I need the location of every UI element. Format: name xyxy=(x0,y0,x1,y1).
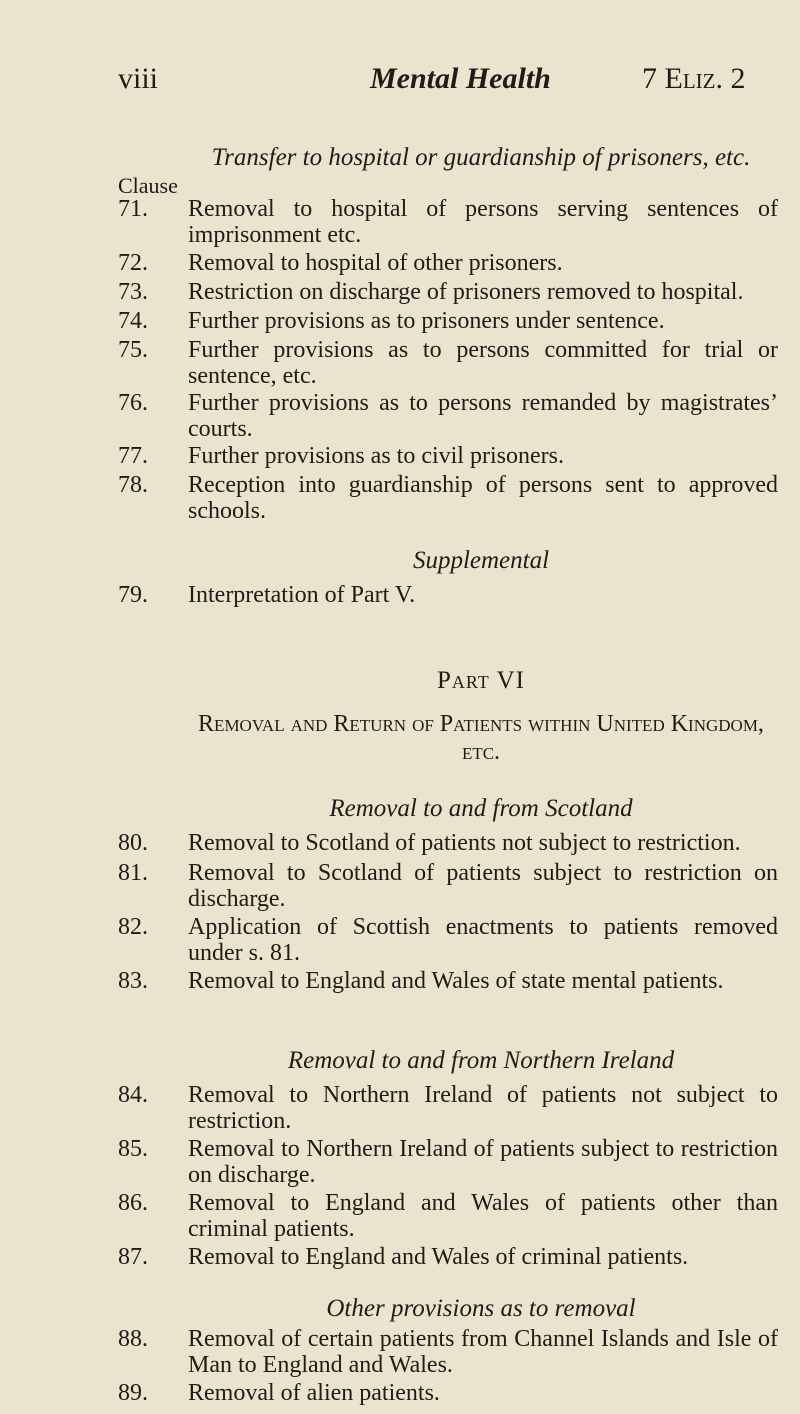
clause-entry xyxy=(118,472,778,524)
clause-entry xyxy=(118,390,778,442)
section-heading-other-removal: Other provisions as to removal xyxy=(326,1295,636,1322)
clause-entry xyxy=(118,1380,778,1406)
clause-entry xyxy=(118,860,778,912)
part-title: Part VI xyxy=(436,667,525,694)
clause-text: Application of Scottish enactments to patients removed under s. 81. xyxy=(188,914,778,966)
clause-text: Interpretation of Part V. xyxy=(188,582,416,608)
clause-text: Further provisions as to prisoners under sentence. xyxy=(188,308,665,334)
clause-entry xyxy=(118,250,778,276)
clause-entry xyxy=(118,914,778,966)
clause-entry xyxy=(118,308,778,334)
clause-number: 81. xyxy=(118,860,148,886)
clause-entry xyxy=(118,1136,778,1188)
clause-number: 75. xyxy=(118,337,148,363)
clause-text: Removal to England and Wales of criminal patients. xyxy=(188,1244,689,1270)
clause-text: Reception into guardianship of persons sent to approved schools. xyxy=(188,472,778,524)
clause-entry xyxy=(118,337,778,389)
clause-number: 71. xyxy=(118,196,148,222)
clause-text: Removal of alien patients. xyxy=(188,1380,440,1406)
clause-entry xyxy=(118,1082,778,1134)
clause-text: Further provisions as to civil prisoners. xyxy=(188,443,564,469)
clause-text: Removal to Northern Ireland of patients not subject to restriction. xyxy=(188,1082,778,1134)
clause-text: Restriction on discharge of prisoners removed to hospital. xyxy=(188,279,744,305)
clause-number: 72. xyxy=(118,250,148,276)
clause-number: 80. xyxy=(118,830,148,856)
clause-number: 83. xyxy=(118,968,148,994)
clause-text: Removal of certain patients from Channel Islands and Isle of Man to England and Wales. xyxy=(188,1326,778,1378)
clause-text: Removal to England and Wales of patients other than criminal patients. xyxy=(188,1190,778,1242)
statute-reference: 7 Eliz. 2 xyxy=(642,62,746,95)
clause-number: 87. xyxy=(118,1244,148,1270)
section-heading-northern-ireland: Removal to and from Northern Ireland xyxy=(287,1047,675,1074)
clause-text: Removal to Scotland of patients not subject to restriction. xyxy=(188,830,741,856)
clause-entry xyxy=(118,830,778,856)
clause-entry xyxy=(118,582,778,608)
section-heading-supplemental: Supplemental xyxy=(412,547,550,574)
clause-number: 85. xyxy=(118,1136,148,1162)
clause-number: 76. xyxy=(118,390,148,416)
clause-number: 89. xyxy=(118,1380,148,1406)
clause-number: 82. xyxy=(118,914,148,940)
clause-number: 78. xyxy=(118,472,148,498)
part-subtitle: Removal and Return of Patients within United Kingdom, etc. xyxy=(198,711,764,765)
clause-number: 79. xyxy=(118,582,148,608)
clause-text: Removal to Northern Ireland of patients subject to restriction on discharge. xyxy=(188,1136,778,1188)
clause-entry xyxy=(118,279,778,305)
clause-text: Removal to England and Wales of state mental patients. xyxy=(188,968,724,994)
section-heading-scotland: Removal to and from Scotland xyxy=(329,795,633,822)
clause-number: 86. xyxy=(118,1190,148,1216)
clause-text: Further provisions as to persons remanded by magistrates’ courts. xyxy=(188,390,778,442)
running-title: Mental Health xyxy=(370,62,551,95)
clause-entry xyxy=(118,1326,778,1378)
clause-text: Further provisions as to persons committed for trial or sentence, etc. xyxy=(188,337,778,389)
clause-label: Clause xyxy=(118,173,178,198)
clause-text: Removal to Scotland of patients subject to restriction on discharge. xyxy=(188,860,778,912)
clause-number: 77. xyxy=(118,443,148,469)
clause-number: 88. xyxy=(118,1326,148,1352)
clause-entry xyxy=(118,443,778,469)
clause-number: 84. xyxy=(118,1082,148,1108)
clause-entry xyxy=(118,1190,778,1242)
clause-entry xyxy=(118,196,778,248)
clause-entry xyxy=(118,1244,778,1270)
section-heading-transfer: Transfer to hospital or guardianship of prisoners, etc. xyxy=(211,144,751,171)
clause-text: Removal to hospital of persons serving sentences of imprisonment etc. xyxy=(188,196,778,248)
page-number: viii xyxy=(118,62,159,95)
clause-entry xyxy=(118,968,778,994)
clause-number: 74. xyxy=(118,308,148,334)
clause-number: 73. xyxy=(118,279,148,305)
clause-text: Removal to hospital of other prisoners. xyxy=(188,250,563,276)
